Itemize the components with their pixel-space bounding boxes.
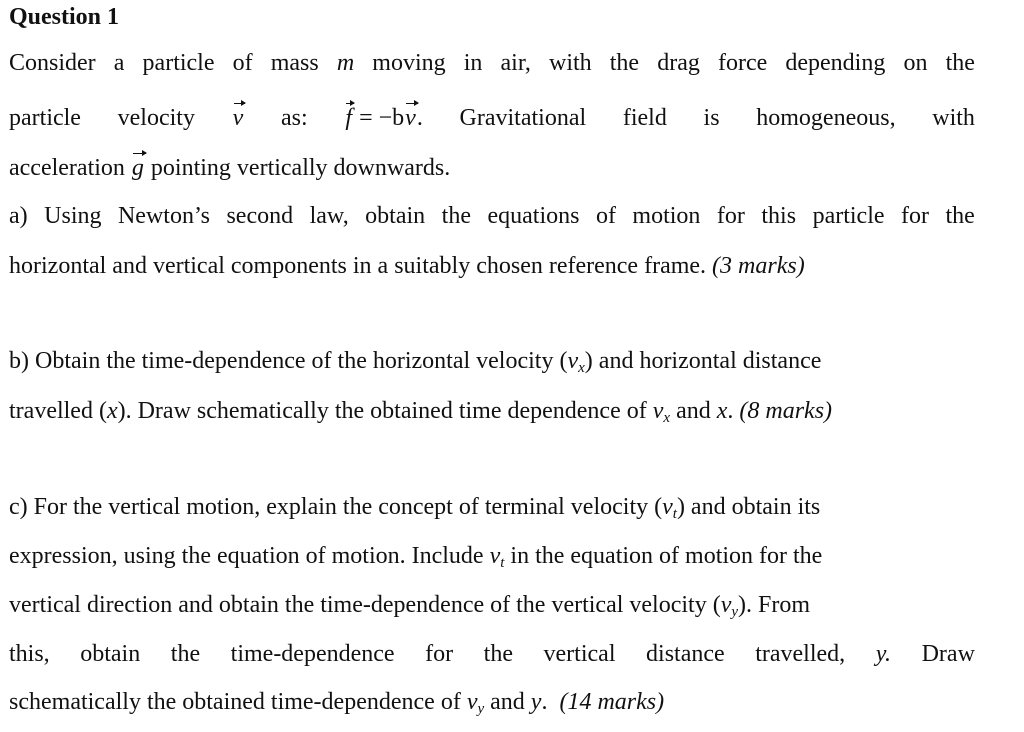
word: moving [372,50,446,76]
text: ). Draw schematically the obtained time dependence of [117,398,653,424]
text: and [484,689,531,715]
word: on [903,50,928,76]
part-b-line-2 [9,396,975,433]
mass-symbol: m [336,50,355,76]
word: for [425,641,454,667]
part-c-line-1 [9,492,975,529]
subscript: x [663,410,671,426]
distance-symbol: y [530,689,542,715]
word: a) [9,203,28,229]
word: mass [270,50,319,76]
word: motion [632,203,701,229]
word: a [113,50,125,76]
word: the [483,641,513,667]
part-b-line-1 [9,346,975,383]
word: travelled, [755,641,846,667]
part-c-line-2 [9,541,975,578]
intro-line-2 [9,103,975,133]
equation-text: = −b [359,105,405,131]
velocity-symbol: v [720,592,732,618]
marks-label: (3 marks) [712,253,805,279]
word: for [901,203,929,229]
word: the [170,641,201,667]
word: Using [44,203,102,229]
part-c-line-4 [9,639,975,669]
text: . [727,398,740,424]
text-run [9,492,820,529]
text: expression, using the equation of motion. Include [9,543,490,569]
text: c) For the vertical motion, explain the concept of terminal velocity ( [9,494,663,520]
word: distance [646,641,725,667]
word: field [622,105,667,131]
text: vertical direction and obtain the time-dependence of the vertical velocity ( [9,592,721,618]
part-a-line-2 [9,251,975,281]
text: acceleration [9,155,131,181]
word: this [761,203,797,229]
word: as: [281,105,308,131]
text: ). From [738,592,811,618]
text-run [9,346,821,383]
subscript: y [477,701,485,717]
drag-force-equation [344,103,422,133]
word: the [945,50,975,76]
word: for [716,203,745,229]
word: air, [500,50,531,76]
word: second [226,203,294,229]
text: horizontal and vertical components in a suitably chosen reference frame. [9,253,713,279]
marks-label: (8 marks) [739,398,833,424]
word: time-dependence [230,641,395,667]
word: particle [812,203,885,229]
velocity-symbol: v [466,689,478,715]
word: law, [309,203,349,229]
text: . [541,689,560,715]
word: the [609,50,640,76]
word: with [548,50,592,76]
word: in [463,50,483,76]
word: drag [657,50,700,76]
word: with [932,105,975,131]
word: homogeneous, [756,105,896,131]
text: in the equation of motion for the [504,543,823,569]
word: Draw [921,641,975,667]
word: obtain [365,203,426,229]
velocity-vector: v [405,105,416,131]
subscript: x [578,360,585,376]
distance-symbol: x [716,398,728,424]
text: pointing vertically downwards. [144,155,451,181]
word: Consider [9,50,96,76]
word: obtain [80,641,141,667]
force-vector: f [345,105,353,131]
part-a-line-1 [9,201,975,231]
word: depending [785,50,886,76]
word: this, [9,641,50,667]
intro-line-3 [9,153,975,183]
velocity-symbol: v [662,494,673,520]
word: Newton’s [117,203,210,229]
text: ) and horizontal distance [584,348,822,374]
word: Gravitational [459,105,587,131]
word: force [717,50,768,76]
word: equations [487,203,580,229]
text: and [670,398,717,424]
text: ) and obtain its [676,494,821,520]
text: b) Obtain the time-dependence of the horizontal velocity ( [9,348,568,374]
word: particle [142,50,215,76]
subscript: t [500,555,505,571]
word: of [232,50,253,76]
part-c-line-5 [9,687,975,724]
gravity-vector: g [131,155,144,181]
word: of [595,203,616,229]
subscript: t [672,506,677,522]
part-c-line-3 [9,590,975,627]
question-heading: Question 1 [9,4,120,30]
velocity-symbol: v [489,543,501,569]
subscript: y [731,604,739,620]
text: schematically the obtained time-dependence of [9,689,467,715]
word: velocity [117,105,195,131]
period: . [416,105,423,131]
word: particle [9,105,81,131]
distance-symbol: y. [875,641,892,667]
text: travelled ( [9,398,107,424]
velocity-symbol: v [567,348,579,374]
intro-line-1 [9,48,975,78]
word: is [703,105,720,131]
velocity-symbol: v [652,398,664,424]
word: the [441,203,471,229]
word: vertical [543,641,616,667]
marks-label: (14 marks) [559,689,665,715]
text-run [9,590,810,627]
word: the [945,203,975,229]
velocity-vector: v [232,105,244,131]
distance-symbol: x [106,398,118,424]
text-run [9,541,822,578]
